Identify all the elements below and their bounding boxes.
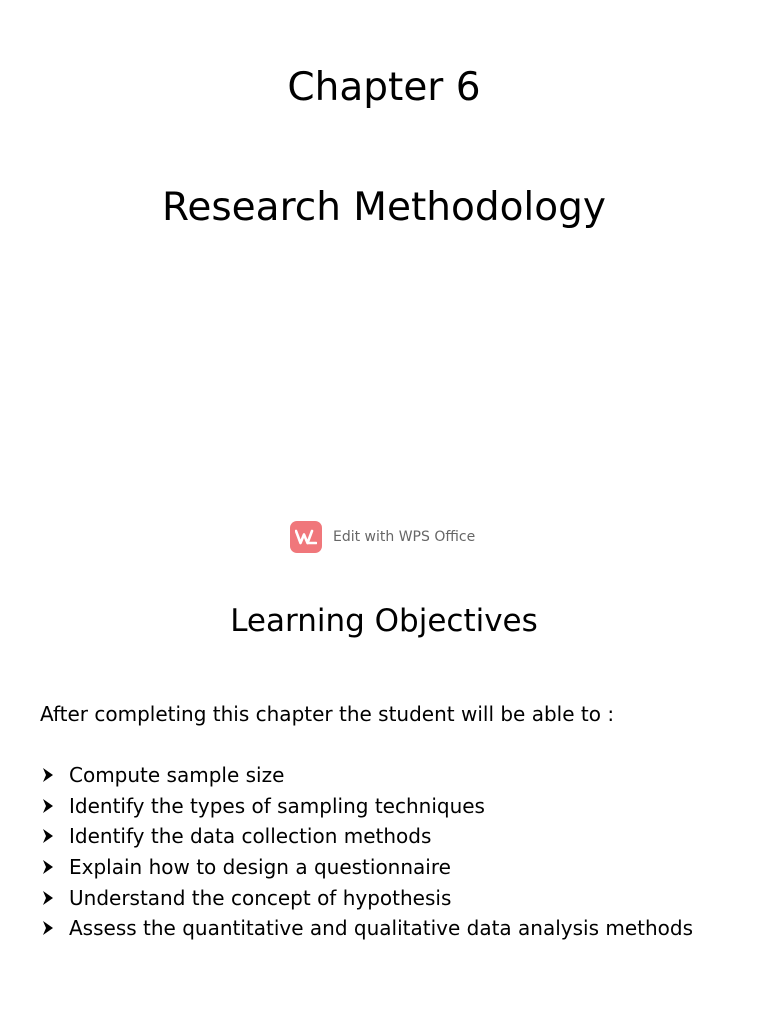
arrowhead-bullet-icon (40, 890, 56, 906)
list-item-text: Compute sample size (69, 763, 285, 788)
wps-watermark[interactable] (290, 521, 475, 553)
arrowhead-bullet-icon (40, 859, 56, 875)
objectives-list (40, 760, 693, 944)
list-item-text: Explain how to design a questionnaire (69, 855, 451, 880)
page-title: Research Methodology (162, 185, 606, 230)
list-item (40, 791, 693, 822)
list-item (40, 760, 693, 791)
wps-watermark-text: Edit with WPS Office (333, 529, 476, 545)
arrowhead-bullet-icon (40, 828, 56, 844)
arrowhead-bullet-icon (40, 920, 56, 936)
objectives-heading: Learning Objectives (230, 603, 538, 639)
arrowhead-bullet-icon (40, 798, 56, 814)
wps-office-logo-icon (290, 521, 322, 553)
arrowhead-bullet-icon (40, 767, 56, 783)
list-item-text: Assess the quantitative and qualitative data analysis methods (69, 916, 694, 941)
chapter-heading: Chapter 6 (287, 65, 481, 110)
list-item (40, 852, 693, 883)
list-item (40, 821, 693, 852)
list-item-text: Understand the concept of hypothesis (69, 885, 452, 910)
list-item (40, 882, 693, 913)
list-item (40, 913, 693, 944)
list-item-text: Identify the types of sampling techniques (69, 793, 485, 818)
list-item-text: Identify the data collection methods (69, 824, 432, 849)
objectives-intro: After completing this chapter the student will be able to : (40, 702, 615, 726)
